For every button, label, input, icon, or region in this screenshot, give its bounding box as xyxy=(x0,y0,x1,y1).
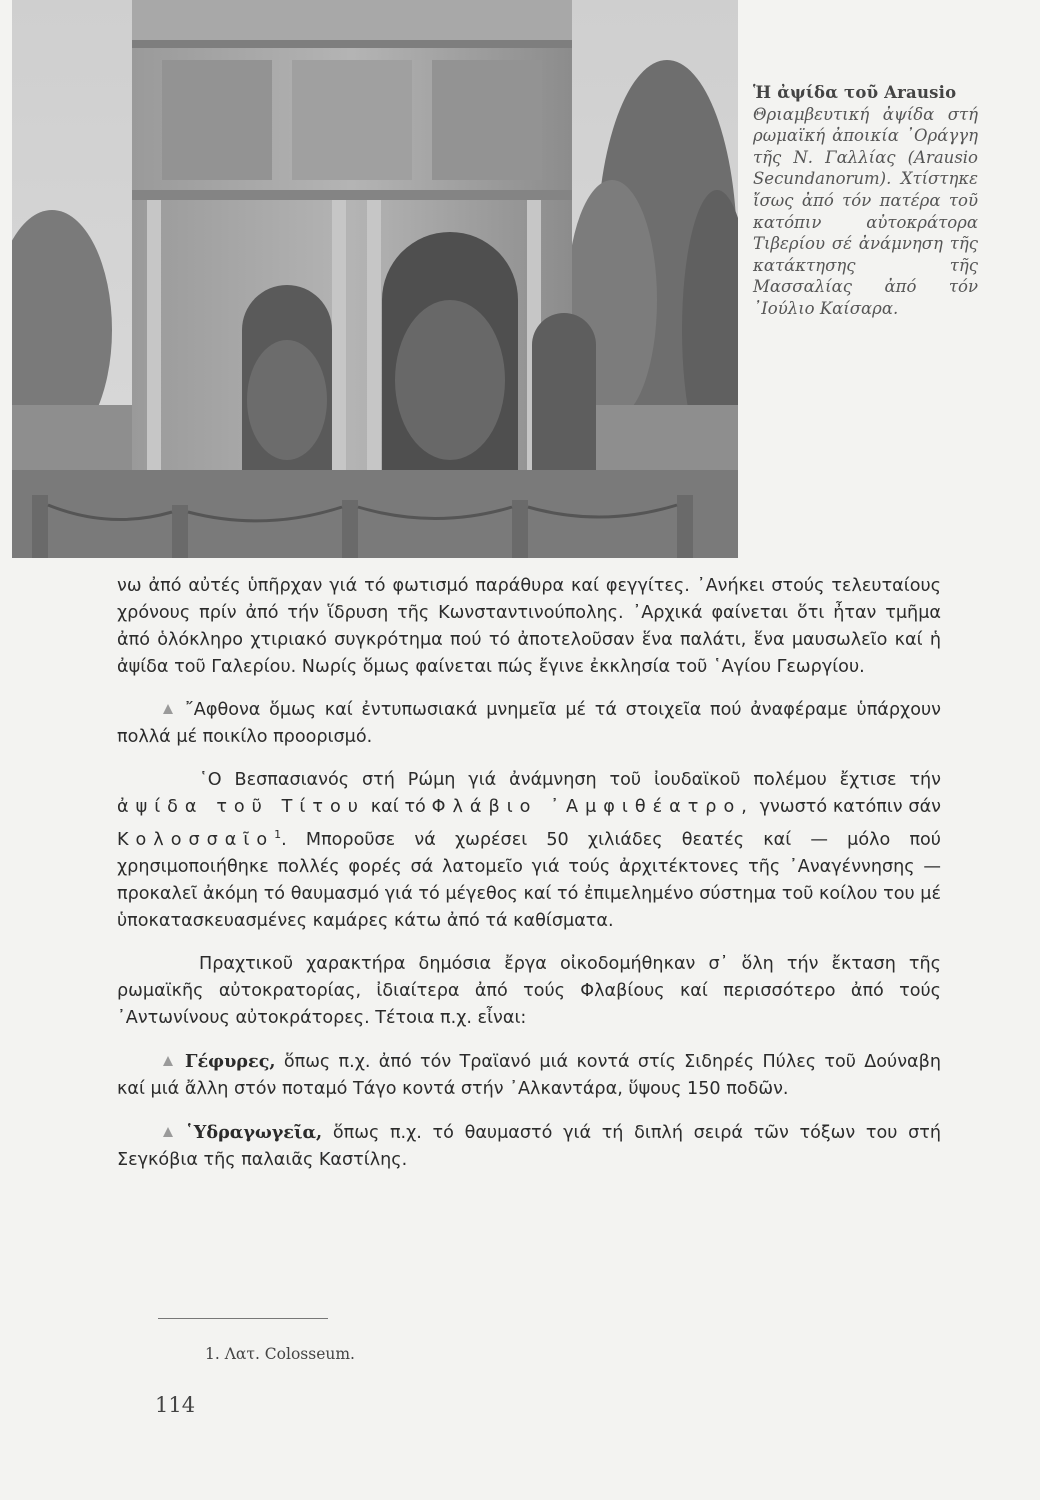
triangle-bullet-icon xyxy=(163,1127,173,1137)
paragraph-3-part-c: γνωστό κατόπιν σάν xyxy=(759,797,942,817)
arch-of-titus-term: ἀψίδα τοῦ Τίτου xyxy=(117,797,365,817)
paragraph-1: νω ἀπό αὐτές ὑπῆρχαν γιά τό φωτισμό παράθυρα καί φεγγίτες. ᾿Ανήκει στούς τελευταίους χρόνους πρίν ἀπό τήν ἵδρυση τῆς Κωνσταντινούπολης. ᾿Αρχικά φαίνεται ὅτι ἦταν τμῆμα ἀπό ὁλόκληρο χτιριακό συγκρότημα πού τό ἀποτελοῦσαν ἕνα παλάτι, ἕνα μαυσωλεῖο καί ἡ ἀψίδα τοῦ Γαλερίου. Νωρίς ὅμως φαίνεται πώς ἔγινε ἐκκλησία τοῦ ῾Αγίου Γεωργίου. xyxy=(117,576,941,677)
paragraph-3-part-b: καί τό xyxy=(370,797,426,817)
arch-of-orange-illustration xyxy=(12,0,738,558)
paragraph-aqueducts xyxy=(117,1119,941,1174)
main-text xyxy=(117,573,941,1190)
footnote-reference: 1 xyxy=(274,828,282,841)
paragraph-4: Πραχτικοῦ χαρακτήρα δημόσια ἔργα οἰκοδομήθηκαν σ᾿ ὅλη τήν ἔκταση τῆς ρωμαϊκῆς αὐτοκρατορίας, ἰδιαίτερα ἀπό τούς Φλαβίους καί περισσότερο ἀπό τούς ᾿Αντωνίνους αὐτοκράτορες. Τέτοια π.χ. εἶναι: xyxy=(117,954,941,1028)
colosseum-term: Κολοσσαῖο xyxy=(117,830,275,850)
figure-caption xyxy=(753,82,978,320)
flavian-amphitheatre-term: Φλάβιο ᾿Αμφιθέατρο, xyxy=(431,797,754,817)
paragraph-3 xyxy=(117,767,941,935)
paragraph-3-part-a: ῾Ο Βεσπασιανός στή Ρώμη γιά ἀνάμνηση τοῦ ἰουδαϊκοῦ πολέμου ἔχτισε τήν xyxy=(199,770,941,790)
aqueducts-text: ὅπως π.χ. τό θαυμαστό γιά τή διπλή σειρά τῶν τόξων του στή Σεγκόβια τῆς παλαιᾶς Καστίλης. xyxy=(117,1123,942,1170)
triangle-bullet-icon xyxy=(163,1056,173,1066)
footnote: 1. Λατ. Colosseum. xyxy=(205,1345,355,1363)
aqueducts-heading: ῾Υδραγωγεῖα, xyxy=(185,1122,323,1143)
paragraph-bridges xyxy=(117,1048,941,1103)
arch-photograph xyxy=(12,0,738,558)
bridges-text: ὅπως π.χ. ἀπό τόν Τραϊανό μιά κοντά στίς Σιδηρές Πύλες τοῦ Δούναβη καί μιά ἄλλη στόν ποταμό Τάγο κοντά στήν ᾿Αλκαντάρα, ὕψους 150 ποδῶν. xyxy=(117,1052,941,1099)
paragraph-2-text: ῎Αφθονα ὅμως καί ἐντυπωσιακά μνημεῖα μέ τά στοιχεῖα πού ἀναφέραμε ὑπάρχουν πολλά μέ ποικίλο προορισμό. xyxy=(117,700,941,747)
paragraph-2 xyxy=(117,697,941,751)
page-number: 114 xyxy=(155,1393,196,1417)
triangle-bullet-icon xyxy=(163,704,173,714)
bridges-heading: Γέφυρες, xyxy=(185,1051,276,1072)
caption-body: Θριαμβευτική ἀψίδα στή ρωμαϊκή ἀποικία ᾿Οράγγη τῆς Ν. Γαλλίας (Arausio Secundanorum). Χτίστηκε ἴσως ἀπό τόν πατέρα τοῦ κατόπιν αὐτοκράτορα Τιβερίου σέ ἀνάμνηση τῆς κατάκτησης τῆς Μασσαλίας ἀπό τόν ᾿Ιούλιο Καίσαρα. xyxy=(753,104,978,318)
paragraph-3-part-d: . Μποροῦσε νά χωρέσει 50 χιλιάδες θεατές καί — μόλο πού χρησιμοποιήθηκε πολλές φορές σά λατομεῖο γιά τούς ἀρχιτέκτονες τῆς ᾿Αναγέννησης — προκαλεῖ ἀκόμη τό θαυμασμό γιά τό μέγεθος καί τό ἐπιμελημένο σύστημα τοῦ κοίλου του μέ ὑποκατασκευασμένες καμάρες κάτω ἀπό τά καθίσματα. xyxy=(117,830,941,931)
caption-title: Ἡ ἀψίδα τοῦ Arausio xyxy=(753,83,957,102)
footnote-divider xyxy=(158,1318,328,1319)
